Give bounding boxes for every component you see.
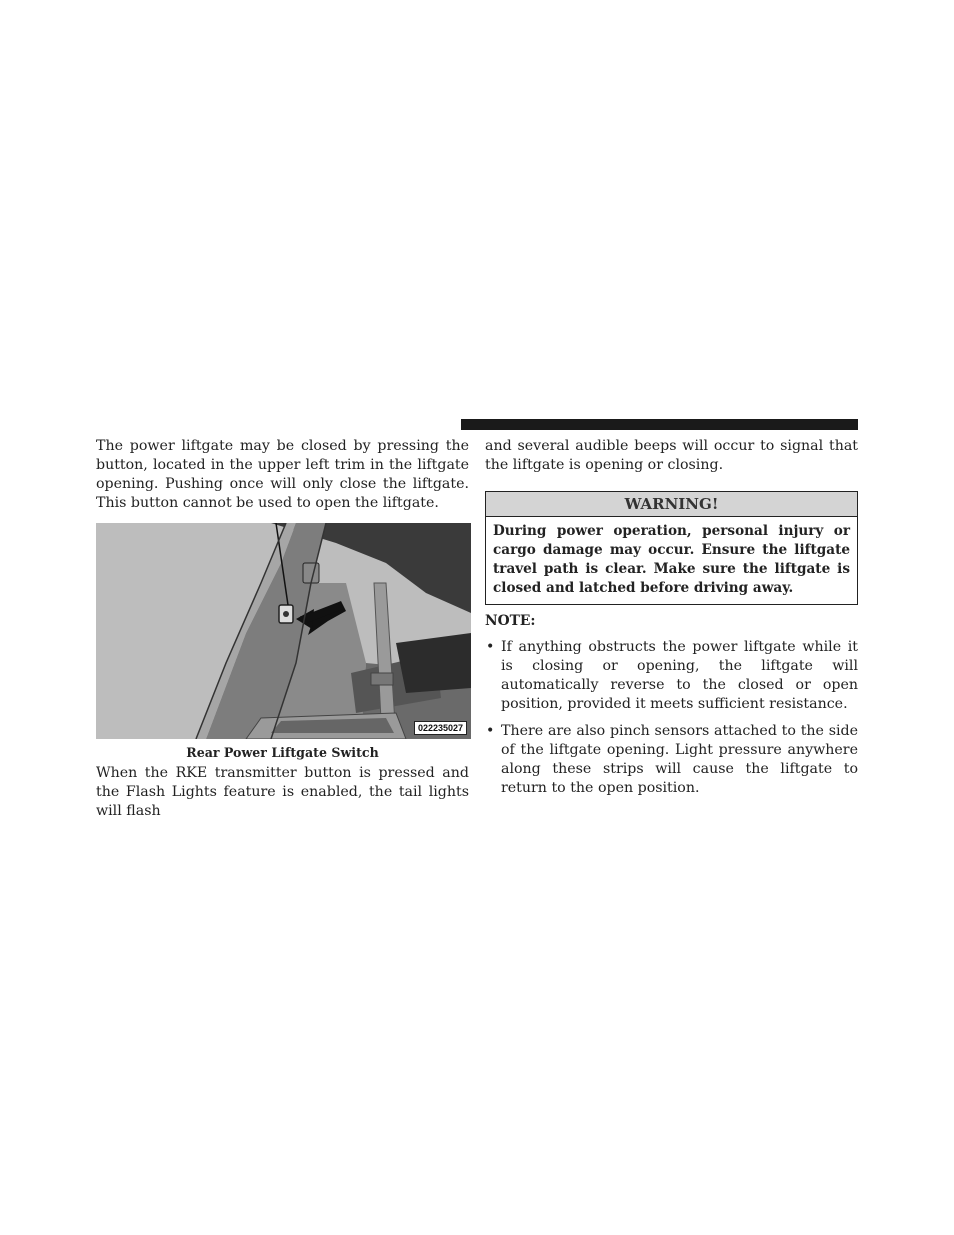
left-column <box>96 437 469 821</box>
list-item-text: If anything obstructs the power liftgate while it is closing or opening, the liftgate will automatically reverse to the closed or open position, provided it meets sufficient resistance. <box>501 639 858 712</box>
note-list <box>485 638 858 798</box>
figure-code: 022235027 <box>414 721 467 735</box>
list-item <box>485 638 858 714</box>
section-header-bar <box>461 419 858 430</box>
liftgate-interior-illustration <box>96 523 471 739</box>
figure-caption: Rear Power Liftgate Switch <box>186 745 379 760</box>
bullet-icon: • <box>486 723 495 739</box>
list-item-text: There are also pinch sensors attached to the side of the liftgate opening. Light pressure anywhere along these strips will cause the liftgate to return to the open position. <box>501 723 858 796</box>
right-column <box>485 437 858 806</box>
rke-paragraph: When the RKE transmitter button is pressed and the Flash Lights feature is enabled, the tail lights will flash <box>96 765 469 819</box>
bullet-icon: • <box>486 639 495 655</box>
warning-box <box>485 491 858 605</box>
continuation-paragraph: and several audible beeps will occur to signal that the liftgate is opening or closing. <box>485 438 858 473</box>
list-item <box>485 722 858 798</box>
liftgate-switch-figure <box>96 523 471 739</box>
intro-paragraph: The power liftgate may be closed by pressing the button, located in the upper left trim in the liftgate opening. Pushing once will only close the liftgate. This button cannot be used to open the liftgate. <box>96 438 469 511</box>
warning-body: During power operation, personal injury or cargo damage may occur. Ensure the liftgate travel path is clear. Make sure the liftgate is closed and latched before driving away. <box>493 523 850 596</box>
warning-title: WARNING! <box>486 492 857 517</box>
note-label: NOTE: <box>485 613 536 629</box>
